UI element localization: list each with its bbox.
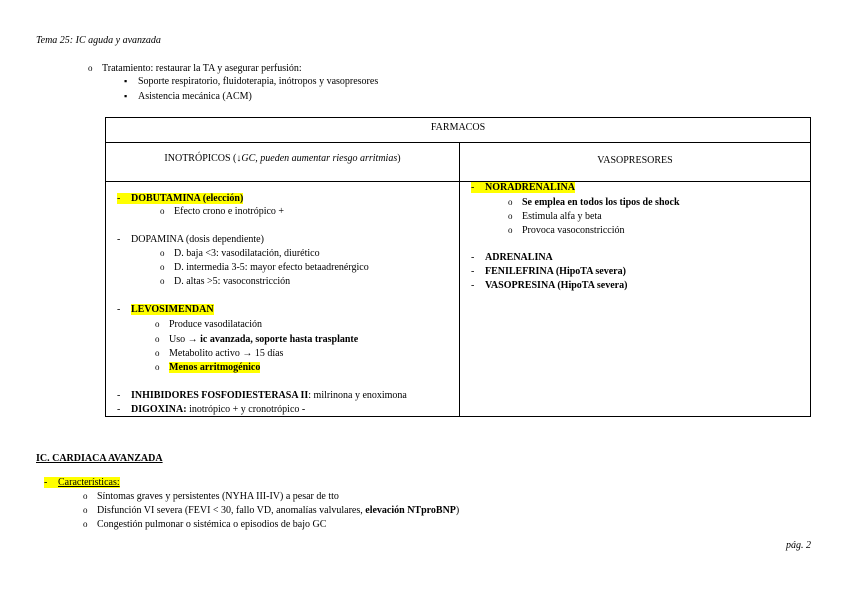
drug-label: DOBUTAMINA (elección) xyxy=(131,193,244,204)
drug-subitem xyxy=(508,210,602,223)
drug-subitem-text: D. intermedia 3-5: mayor efecto betaadrenérgico xyxy=(174,262,369,273)
drug-label: INHIBIDORES FOSFODIESTERASA II xyxy=(131,390,309,401)
drug-subitem xyxy=(160,261,369,274)
drug-subitem-text: Uso → xyxy=(169,334,201,345)
drug-subitem-text: D. altas >5: vasoconstricción xyxy=(174,276,291,287)
caracteristica-text: Síntomas graves y persistentes (NYHA III-IV) a pesar de tto xyxy=(97,491,339,502)
drug-subitem-bold: ic avanzada, soporte hasta trasplante xyxy=(200,334,359,345)
table-title: FARMACOS xyxy=(106,118,810,143)
drug-dobutamina xyxy=(117,192,243,205)
dash-bullet: - xyxy=(117,304,121,315)
caracteristica-bold: elevación NTproBNP xyxy=(365,505,456,516)
dash-bullet: - xyxy=(117,193,121,204)
treatment-subitem-text: Soporte respiratorio, fluidoterapia, inótropos y vasopresores xyxy=(138,76,379,87)
caracteristicas-item xyxy=(44,476,120,489)
drug-noradrenalina xyxy=(471,181,575,194)
drug-adrenalina xyxy=(471,251,553,264)
caracteristica-suffix: ) xyxy=(455,505,460,516)
circle-bullet-icon: o xyxy=(83,519,88,529)
dash-bullet: - xyxy=(471,182,475,193)
drug-subitem-text: Estimula alfa y beta xyxy=(522,211,602,222)
treatment-item xyxy=(88,62,302,75)
drug-subitem-text: Provoca vasoconstricción xyxy=(522,225,625,236)
dash-bullet: - xyxy=(471,280,475,291)
drug-subitem-text: Efecto crono e inotrópico + xyxy=(174,206,285,217)
table-column-divider xyxy=(459,142,460,417)
table-header-divider xyxy=(106,181,810,182)
drug-subitem-text: Produce vasodilatación xyxy=(169,319,263,330)
drug-subitem-highlight: Menos arritmogénico xyxy=(169,362,261,373)
drug-subitem-text: Metabolito activo → 15 días xyxy=(169,348,284,359)
treatment-subitem xyxy=(124,90,252,103)
caracteristicas-label: Características: xyxy=(58,477,120,488)
caracteristica-text: Disfunción VI severa (FEVI < 30, fallo VD, anomalías valvulares, xyxy=(97,505,366,516)
drug-subitem xyxy=(155,347,283,360)
drug-subitem xyxy=(508,224,624,237)
inotropicos-header-prefix: INOTRÓPICOS ( xyxy=(164,153,237,164)
drug-fenilefrina xyxy=(471,265,626,278)
inotropicos-header-suffix: ) xyxy=(397,153,401,164)
drug-subitem xyxy=(155,333,358,346)
vasopresores-header: VASOPRESORES xyxy=(597,155,673,166)
circle-bullet-icon: o xyxy=(160,248,165,258)
circle-bullet-icon: o xyxy=(160,206,165,216)
drug-label: ADRENALINA xyxy=(485,252,553,263)
drug-label: DIGOXINA: xyxy=(131,404,187,415)
dash-bullet: - xyxy=(44,477,48,488)
circle-bullet-icon: o xyxy=(155,334,160,344)
drug-subitem xyxy=(160,205,284,218)
circle-bullet-icon: o xyxy=(508,211,513,221)
page-number: pág. 2 xyxy=(786,540,811,551)
drug-description: : milrinona y enoximona xyxy=(308,390,407,401)
circle-bullet-icon: o xyxy=(83,505,88,515)
drug-label: VASOPRESINA (HipoTA severa) xyxy=(485,280,628,291)
circle-bullet-icon: o xyxy=(160,262,165,272)
square-bullet-icon: ▪ xyxy=(124,76,128,86)
circle-bullet-icon: o xyxy=(155,362,160,372)
drug-description: inotrópico + y cronotrópico - xyxy=(186,404,306,415)
drug-vasopresina xyxy=(471,279,627,292)
dash-bullet: - xyxy=(117,390,121,401)
dash-bullet: - xyxy=(471,252,475,263)
circle-bullet-icon: o xyxy=(155,348,160,358)
drug-subitem xyxy=(508,196,680,209)
circle-bullet-icon: o xyxy=(83,491,88,501)
caracteristica-item xyxy=(83,518,326,531)
drug-label: DOPAMINA (dosis dependiente) xyxy=(131,234,264,245)
caracteristica-text: Congestión pulmonar o sistémica o episodios de bajo GC xyxy=(97,519,327,530)
treatment-subitem-text: Asistencia mecánica (ACM) xyxy=(138,91,252,102)
dash-bullet: - xyxy=(117,234,121,245)
inotropicos-header-note: ↓GC, pueden aumentar riesgo arritmias xyxy=(236,153,398,164)
dash-bullet: - xyxy=(117,404,121,415)
circle-bullet-icon: o xyxy=(88,63,93,73)
inotropicos-header xyxy=(106,153,459,164)
drug-subitem xyxy=(155,318,262,331)
square-bullet-icon: ▪ xyxy=(124,91,128,101)
drug-subitem-bold: Se emplea en todos los tipos de shock xyxy=(522,197,680,208)
caracteristica-item xyxy=(83,504,459,517)
section-title: IC. CARDIACA AVANZADA xyxy=(36,453,163,464)
drug-label: LEVOSIMENDAN xyxy=(131,304,214,315)
drug-inhibidores xyxy=(117,389,407,402)
drug-label: FENILEFRINA (HipoTA severa) xyxy=(485,266,626,277)
drug-subitem xyxy=(160,247,320,260)
drug-label: NORADRENALINA xyxy=(485,182,576,193)
circle-bullet-icon: o xyxy=(508,225,513,235)
document-header: Tema 25: IC aguda y avanzada xyxy=(36,35,161,46)
drug-subitem xyxy=(155,361,260,374)
drug-dopamina xyxy=(117,233,264,246)
caracteristica-item xyxy=(83,490,339,503)
treatment-text: Tratamiento: restaurar la TA y asegurar perfusión: xyxy=(102,63,302,74)
circle-bullet-icon: o xyxy=(155,319,160,329)
drug-digoxina xyxy=(117,403,305,416)
dash-bullet: - xyxy=(471,266,475,277)
treatment-subitem xyxy=(124,75,378,88)
circle-bullet-icon: o xyxy=(508,197,513,207)
drug-subitem xyxy=(160,275,290,288)
drug-subitem-text: D. baja <3: vasodilatación, diurético xyxy=(174,248,320,259)
circle-bullet-icon: o xyxy=(160,276,165,286)
drug-levosimendan xyxy=(117,303,214,316)
